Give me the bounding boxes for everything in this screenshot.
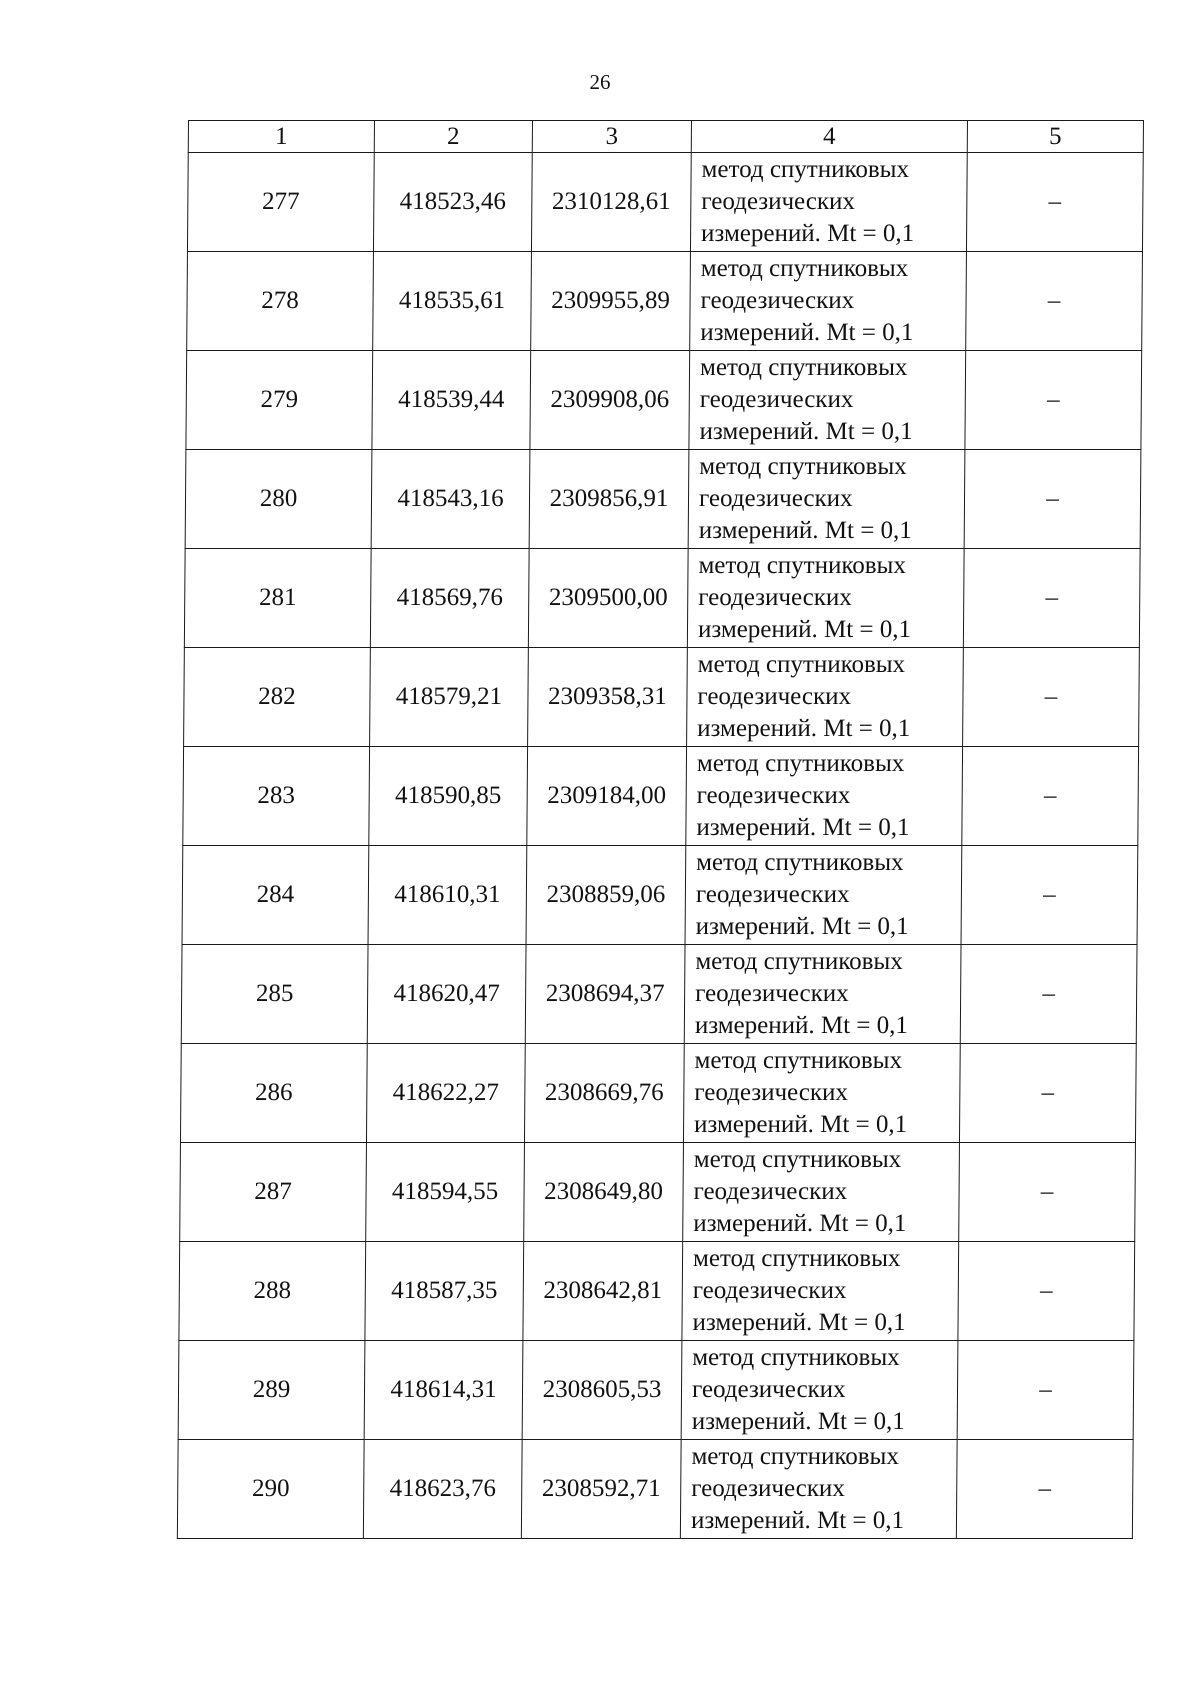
note-cell: – (965, 351, 1142, 450)
note-cell: – (966, 153, 1143, 252)
method-cell (682, 1242, 959, 1341)
method-line: измерений. Mt = 0,1 (698, 517, 912, 544)
point-number-cell: 286 (180, 1044, 367, 1143)
method-cell (683, 1044, 960, 1143)
note-cell: – (960, 945, 1137, 1044)
y-coordinate-cell: 2309955,89 (531, 252, 691, 351)
method-line: измерений. Mt = 0,1 (701, 220, 915, 247)
method-line: измерений. Mt = 0,1 (694, 1111, 908, 1138)
y-coordinate-cell: 2310128,61 (531, 153, 691, 252)
point-number-cell: 281 (184, 549, 371, 648)
header-row (188, 121, 1143, 153)
x-coordinate-cell: 418623,76 (363, 1440, 522, 1539)
table-row (181, 945, 1137, 1044)
method-line: измерений. Mt = 0,1 (690, 1507, 905, 1534)
table-row (184, 549, 1140, 648)
x-coordinate-cell: 418590,85 (369, 747, 528, 846)
y-coordinate-cell: 2309500,00 (528, 549, 688, 648)
method-line: измерений. Mt = 0,1 (692, 1309, 906, 1336)
method-line: геодезических (698, 584, 852, 611)
method-line: геодезических (692, 1277, 847, 1304)
method-line: измерений. Mt = 0,1 (699, 418, 913, 445)
x-coordinate-cell: 418620,47 (367, 945, 526, 1044)
table-row (187, 153, 1143, 252)
method-cell (690, 252, 967, 351)
method-cell (690, 153, 967, 252)
method-line: измерений. Mt = 0,1 (695, 913, 909, 940)
method-line: метод спутниковых (698, 552, 907, 579)
y-coordinate-cell: 2308859,06 (526, 846, 686, 945)
y-coordinate-cell: 2308642,81 (523, 1242, 683, 1341)
y-coordinate-cell: 2309856,91 (529, 450, 689, 549)
x-coordinate-cell: 418622,27 (366, 1044, 525, 1143)
method-line: метод спутниковых (693, 1146, 902, 1173)
header-col-3: 3 (532, 121, 691, 153)
table-row (180, 1044, 1136, 1143)
method-line: метод спутниковых (696, 849, 904, 876)
method-cell (687, 648, 964, 747)
x-coordinate-cell: 418594,55 (366, 1143, 525, 1242)
point-number-cell: 277 (187, 153, 374, 252)
coordinates-table (177, 120, 1144, 1539)
x-coordinate-cell: 418587,35 (365, 1242, 524, 1341)
point-number-cell: 285 (181, 945, 368, 1044)
page-number: 26 (589, 70, 611, 94)
x-coordinate-cell: 418579,21 (370, 648, 529, 747)
method-line: метод спутниковых (694, 1047, 903, 1074)
method-line: метод спутниковых (699, 453, 907, 480)
method-line: геодезических (699, 386, 854, 413)
method-cell (680, 1440, 957, 1539)
header-col-4: 4 (691, 121, 967, 153)
table-row (185, 450, 1141, 549)
method-line: метод спутниковых (699, 354, 908, 381)
x-coordinate-cell: 418539,44 (372, 351, 531, 450)
note-cell: – (962, 747, 1139, 846)
y-coordinate-cell: 2309184,00 (527, 747, 687, 846)
method-line: измерений. Mt = 0,1 (697, 715, 911, 742)
method-line: метод спутниковых (697, 651, 906, 678)
note-cell: – (963, 549, 1140, 648)
header-col-2: 2 (374, 121, 532, 153)
table-header (188, 121, 1143, 153)
header-col-1: 1 (188, 121, 374, 153)
method-line: геодезических (693, 1178, 848, 1205)
x-coordinate-cell: 418569,76 (370, 549, 529, 648)
point-number-cell: 279 (186, 351, 373, 450)
x-coordinate-cell: 418610,31 (368, 846, 527, 945)
note-cell: – (957, 1341, 1134, 1440)
method-line: метод спутниковых (692, 1245, 901, 1272)
method-line: геодезических (691, 1475, 845, 1502)
method-line: метод спутниковых (691, 1443, 900, 1470)
table-row (186, 351, 1142, 450)
point-number-cell: 282 (184, 648, 371, 747)
method-line: геодезических (696, 782, 851, 809)
point-number-cell: 290 (177, 1440, 364, 1539)
note-cell: – (961, 846, 1138, 945)
header-col-5: 5 (967, 121, 1143, 153)
method-line: измерений. Mt = 0,1 (697, 616, 912, 643)
point-number-cell: 284 (182, 846, 369, 945)
y-coordinate-cell: 2308649,80 (524, 1143, 684, 1242)
table-row (180, 1143, 1136, 1242)
method-line: геодезических (697, 683, 852, 710)
method-line: метод спутниковых (700, 255, 909, 282)
x-coordinate-cell: 418535,61 (373, 252, 532, 351)
method-line: метод спутниковых (695, 948, 903, 975)
y-coordinate-cell: 2308694,37 (525, 945, 685, 1044)
y-coordinate-cell: 2308605,53 (522, 1341, 682, 1440)
method-line: геодезических (694, 1079, 849, 1106)
y-coordinate-cell: 2309358,31 (528, 648, 688, 747)
point-number-cell: 278 (187, 252, 374, 351)
method-line: метод спутниковых (692, 1344, 900, 1371)
y-coordinate-cell: 2308669,76 (524, 1044, 684, 1143)
method-line: измерений. Mt = 0,1 (700, 319, 914, 346)
method-line: измерений. Mt = 0,1 (694, 1012, 909, 1039)
method-line: геодезических (695, 980, 849, 1007)
table-body (177, 153, 1143, 1539)
note-cell: – (958, 1242, 1135, 1341)
point-number-cell: 287 (180, 1143, 367, 1242)
method-cell (687, 549, 964, 648)
table-row (178, 1341, 1134, 1440)
method-line: метод спутниковых (696, 750, 905, 777)
note-cell: – (964, 450, 1141, 549)
method-line: метод спутниковых (701, 156, 910, 183)
method-line: геодезических (691, 1376, 846, 1403)
method-line: геодезических (695, 881, 850, 908)
method-cell (688, 450, 965, 549)
table-row (182, 846, 1138, 945)
table-row (184, 648, 1140, 747)
x-coordinate-cell: 418523,46 (373, 153, 532, 252)
table-row (187, 252, 1143, 351)
point-number-cell: 280 (185, 450, 372, 549)
method-cell (685, 846, 962, 945)
method-line: измерений. Mt = 0,1 (696, 814, 910, 841)
point-number-cell: 288 (179, 1242, 366, 1341)
note-cell: – (963, 648, 1140, 747)
method-line: геодезических (698, 485, 853, 512)
table-row (179, 1242, 1135, 1341)
method-cell (686, 747, 963, 846)
note-cell: – (959, 1044, 1136, 1143)
point-number-cell: 289 (178, 1341, 365, 1440)
note-cell: – (966, 252, 1143, 351)
x-coordinate-cell: 418614,31 (364, 1341, 523, 1440)
table-row (183, 747, 1139, 846)
note-cell: – (956, 1440, 1133, 1539)
method-line: геодезических (700, 287, 855, 314)
method-line: измерений. Mt = 0,1 (693, 1210, 907, 1237)
point-number-cell: 283 (183, 747, 370, 846)
method-cell (681, 1341, 958, 1440)
x-coordinate-cell: 418543,16 (371, 450, 530, 549)
note-cell: – (959, 1143, 1136, 1242)
method-cell (683, 1143, 960, 1242)
y-coordinate-cell: 2309908,06 (530, 351, 690, 450)
method-line: геодезических (701, 188, 856, 215)
method-cell (689, 351, 966, 450)
method-line: измерений. Mt = 0,1 (691, 1408, 905, 1435)
method-cell (684, 945, 961, 1044)
table-row (177, 1440, 1133, 1539)
y-coordinate-cell: 2308592,71 (521, 1440, 681, 1539)
